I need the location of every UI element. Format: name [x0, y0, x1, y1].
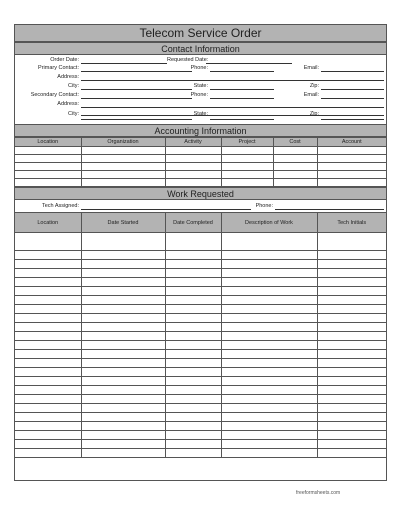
work-cell-tech-initials[interactable]	[317, 395, 386, 404]
secondary-address-field[interactable]	[81, 107, 384, 108]
work-cell-description-of-work[interactable]	[221, 341, 317, 350]
work-cell-date-completed[interactable]	[165, 233, 221, 251]
work-cell-description-of-work[interactable]	[221, 260, 317, 269]
work-cell-location[interactable]	[15, 422, 81, 431]
work-cell-date-started[interactable]	[81, 440, 165, 449]
work-cell-date-started[interactable]	[81, 233, 165, 251]
work-cell-date-started[interactable]	[81, 332, 165, 341]
work-cell-location[interactable]	[15, 386, 81, 395]
secondary-city-field[interactable]	[81, 119, 192, 120]
work-cell-date-completed[interactable]	[165, 251, 221, 260]
work-cell-tech-initials[interactable]	[317, 251, 386, 260]
work-cell-date-started[interactable]	[81, 368, 165, 377]
work-cell-description-of-work[interactable]	[221, 269, 317, 278]
work-row	[15, 422, 386, 431]
accounting-cell-activity[interactable]	[165, 147, 221, 155]
work-cell-tech-initials[interactable]	[317, 314, 386, 323]
accounting-cell-location[interactable]	[15, 179, 81, 187]
work-cell-location[interactable]	[15, 395, 81, 404]
order-date-field[interactable]	[81, 63, 167, 64]
accounting-cell-cost[interactable]	[273, 179, 317, 187]
work-cell-description-of-work[interactable]	[221, 404, 317, 413]
work-cell-tech-initials[interactable]	[317, 296, 386, 305]
work-cell-date-completed[interactable]	[165, 323, 221, 332]
work-col-location: Location	[15, 213, 81, 233]
work-cell-tech-initials[interactable]	[317, 413, 386, 422]
work-cell-date-started[interactable]	[81, 314, 165, 323]
work-cell-tech-initials[interactable]	[317, 278, 386, 287]
work-cell-location[interactable]	[15, 368, 81, 377]
requested-date-label: Requested Date:	[167, 57, 209, 63]
work-cell-date-started[interactable]	[81, 278, 165, 287]
accounting-table	[15, 137, 386, 187]
primary-email-field[interactable]	[321, 71, 384, 72]
accounting-cell-account[interactable]	[317, 155, 386, 163]
work-cell-date-completed[interactable]	[165, 413, 221, 422]
work-row	[15, 395, 386, 404]
accounting-col-cost: Cost	[273, 138, 317, 147]
accounting-cell-organization[interactable]	[81, 155, 165, 163]
work-cell-location[interactable]	[15, 404, 81, 413]
accounting-row	[15, 155, 386, 163]
work-cell-date-started[interactable]	[81, 251, 165, 260]
work-cell-location[interactable]	[15, 350, 81, 359]
tech-phone-field[interactable]	[275, 209, 384, 210]
work-cell-tech-initials[interactable]	[317, 440, 386, 449]
work-cell-tech-initials[interactable]	[317, 377, 386, 386]
work-cell-description-of-work[interactable]	[221, 386, 317, 395]
work-cell-date-completed[interactable]	[165, 368, 221, 377]
work-cell-date-started[interactable]	[81, 449, 165, 458]
secondary-address-label: Address:	[57, 101, 79, 107]
work-cell-tech-initials[interactable]	[317, 269, 386, 278]
work-cell-date-started[interactable]	[81, 287, 165, 296]
work-cell-location[interactable]	[15, 440, 81, 449]
work-cell-date-started[interactable]	[81, 386, 165, 395]
accounting-cell-organization[interactable]	[81, 171, 165, 179]
work-cell-description-of-work[interactable]	[221, 332, 317, 341]
primary-address-field[interactable]	[81, 80, 384, 81]
accounting-col-organization: Organization	[81, 138, 165, 147]
work-row	[15, 305, 386, 314]
work-cell-location[interactable]	[15, 251, 81, 260]
work-cell-date-completed[interactable]	[165, 377, 221, 386]
primary-state-label: State:	[193, 83, 208, 89]
accounting-cell-activity[interactable]	[165, 155, 221, 163]
work-cell-location[interactable]	[15, 287, 81, 296]
accounting-cell-account[interactable]	[317, 163, 386, 171]
work-cell-date-completed[interactable]	[165, 449, 221, 458]
secondary-zip-label: Zip:	[309, 111, 319, 117]
order-date-label: Order Date:	[50, 57, 79, 63]
work-row	[15, 296, 386, 305]
primary-email-label: Email:	[303, 65, 319, 71]
work-cell-description-of-work[interactable]	[221, 296, 317, 305]
work-col-date-started: Date Started	[81, 213, 165, 233]
secondary-state-label: State:	[193, 111, 208, 117]
work-cell-date-completed[interactable]	[165, 440, 221, 449]
accounting-cell-location[interactable]	[15, 147, 81, 155]
secondary-zip-field[interactable]	[321, 119, 384, 120]
work-cell-location[interactable]	[15, 431, 81, 440]
work-cell-description-of-work[interactable]	[221, 431, 317, 440]
work-cell-location[interactable]	[15, 233, 81, 251]
work-cell-date-completed[interactable]	[165, 395, 221, 404]
footer-brand: freeformsheets.com	[296, 490, 341, 496]
primary-address-label: Address:	[57, 74, 79, 80]
work-cell-tech-initials[interactable]	[317, 332, 386, 341]
accounting-row	[15, 171, 386, 179]
tech-assigned-label: Tech Assigned:	[42, 203, 79, 209]
work-cell-description-of-work[interactable]	[221, 350, 317, 359]
work-cell-location[interactable]	[15, 449, 81, 458]
work-cell-description-of-work[interactable]	[221, 413, 317, 422]
work-cell-date-completed[interactable]	[165, 314, 221, 323]
work-cell-date-completed[interactable]	[165, 305, 221, 314]
accounting-cell-cost[interactable]	[273, 155, 317, 163]
accounting-cell-activity[interactable]	[165, 179, 221, 187]
work-row	[15, 377, 386, 386]
accounting-cell-organization[interactable]	[81, 147, 165, 155]
accounting-row	[15, 163, 386, 171]
accounting-cell-account[interactable]	[317, 171, 386, 179]
work-row	[15, 350, 386, 359]
work-cell-location[interactable]	[15, 278, 81, 287]
work-cell-date-started[interactable]	[81, 395, 165, 404]
secondary-contact-label: Secondary Contact:	[30, 92, 79, 98]
work-table	[15, 212, 386, 458]
secondary-email-label: Email:	[303, 92, 319, 98]
secondary-contact-field[interactable]	[81, 98, 192, 99]
work-cell-date-completed[interactable]	[165, 341, 221, 350]
accounting-cell-account[interactable]	[317, 179, 386, 187]
section-header-work: Work Requested	[15, 187, 386, 200]
work-cell-tech-initials[interactable]	[317, 323, 386, 332]
accounting-cell-cost[interactable]	[273, 163, 317, 171]
primary-phone-field[interactable]	[210, 71, 274, 72]
work-row	[15, 386, 386, 395]
work-cell-date-completed[interactable]	[165, 260, 221, 269]
work-row	[15, 269, 386, 278]
work-cell-date-completed[interactable]	[165, 386, 221, 395]
work-cell-date-started[interactable]	[81, 350, 165, 359]
work-cell-description-of-work[interactable]	[221, 323, 317, 332]
work-cell-date-started[interactable]	[81, 269, 165, 278]
work-cell-location[interactable]	[15, 296, 81, 305]
work-cell-tech-initials[interactable]	[317, 287, 386, 296]
secondary-phone-field[interactable]	[210, 98, 274, 99]
work-cell-description-of-work[interactable]	[221, 449, 317, 458]
work-col-description-of-work: Description of Work	[221, 213, 317, 233]
secondary-address-field-2[interactable]	[81, 115, 384, 116]
work-cell-date-started[interactable]	[81, 404, 165, 413]
form-title: Telecom Service Order	[15, 25, 386, 42]
primary-state-field[interactable]	[210, 89, 274, 90]
work-cell-date-started[interactable]	[81, 422, 165, 431]
work-cell-date-started[interactable]	[81, 323, 165, 332]
work-cell-date-started[interactable]	[81, 260, 165, 269]
accounting-cell-organization[interactable]	[81, 163, 165, 171]
work-row	[15, 431, 386, 440]
work-cell-description-of-work[interactable]	[221, 251, 317, 260]
work-cell-date-started[interactable]	[81, 431, 165, 440]
section-header-contact: Contact Information	[15, 42, 386, 55]
work-cell-tech-initials[interactable]	[317, 422, 386, 431]
primary-zip-field[interactable]	[321, 89, 384, 90]
work-cell-location[interactable]	[15, 323, 81, 332]
work-row	[15, 341, 386, 350]
work-cell-date-completed[interactable]	[165, 422, 221, 431]
accounting-cell-location[interactable]	[15, 155, 81, 163]
work-cell-date-completed[interactable]	[165, 278, 221, 287]
work-cell-tech-initials[interactable]	[317, 260, 386, 269]
work-cell-tech-initials[interactable]	[317, 341, 386, 350]
accounting-col-account: Account	[317, 138, 386, 147]
work-row	[15, 278, 386, 287]
work-cell-date-completed[interactable]	[165, 359, 221, 368]
work-row	[15, 260, 386, 269]
work-col-tech-initials: Tech Initials	[317, 213, 386, 233]
work-col-date-completed: Date Completed	[165, 213, 221, 233]
secondary-city-label: City:	[68, 111, 79, 117]
work-cell-tech-initials[interactable]	[317, 404, 386, 413]
work-cell-date-started[interactable]	[81, 359, 165, 368]
contact-section	[15, 55, 386, 124]
work-cell-date-started[interactable]	[81, 377, 165, 386]
work-cell-date-completed[interactable]	[165, 296, 221, 305]
work-cell-date-completed[interactable]	[165, 269, 221, 278]
work-cell-tech-initials[interactable]	[317, 233, 386, 251]
work-row	[15, 314, 386, 323]
work-cell-location[interactable]	[15, 314, 81, 323]
tech-assigned-field[interactable]	[81, 209, 251, 210]
work-row	[15, 368, 386, 377]
work-cell-date-completed[interactable]	[165, 332, 221, 341]
work-cell-location[interactable]	[15, 260, 81, 269]
accounting-col-activity: Activity	[165, 138, 221, 147]
work-cell-description-of-work[interactable]	[221, 359, 317, 368]
work-row	[15, 287, 386, 296]
work-cell-description-of-work[interactable]	[221, 278, 317, 287]
primary-contact-field[interactable]	[81, 71, 192, 72]
work-row	[15, 413, 386, 422]
work-cell-date-started[interactable]	[81, 413, 165, 422]
secondary-state-field[interactable]	[210, 119, 274, 120]
work-row	[15, 233, 386, 251]
accounting-row	[15, 179, 386, 187]
work-cell-date-started[interactable]	[81, 296, 165, 305]
primary-zip-label: Zip:	[309, 83, 319, 89]
work-cell-location[interactable]	[15, 305, 81, 314]
work-cell-tech-initials[interactable]	[317, 431, 386, 440]
accounting-cell-organization[interactable]	[81, 179, 165, 187]
work-row	[15, 332, 386, 341]
work-cell-date-started[interactable]	[81, 341, 165, 350]
requested-date-field[interactable]	[206, 63, 292, 64]
work-cell-description-of-work[interactable]	[221, 233, 317, 251]
work-cell-description-of-work[interactable]	[221, 440, 317, 449]
tech-phone-label: Phone:	[255, 203, 273, 209]
work-cell-date-completed[interactable]	[165, 350, 221, 359]
work-row	[15, 449, 386, 458]
work-cell-description-of-work[interactable]	[221, 377, 317, 386]
work-row	[15, 323, 386, 332]
work-cell-tech-initials[interactable]	[317, 359, 386, 368]
accounting-col-project: Project	[221, 138, 273, 147]
work-row	[15, 404, 386, 413]
work-cell-description-of-work[interactable]	[221, 314, 317, 323]
work-cell-tech-initials[interactable]	[317, 386, 386, 395]
primary-city-label: City:	[68, 83, 79, 89]
accounting-cell-activity[interactable]	[165, 171, 221, 179]
accounting-cell-project[interactable]	[221, 147, 273, 155]
work-cell-location[interactable]	[15, 332, 81, 341]
work-row	[15, 359, 386, 368]
accounting-cell-project[interactable]	[221, 171, 273, 179]
work-cell-description-of-work[interactable]	[221, 422, 317, 431]
accounting-cell-account[interactable]	[317, 147, 386, 155]
work-cell-tech-initials[interactable]	[317, 350, 386, 359]
accounting-cell-project[interactable]	[221, 179, 273, 187]
primary-phone-label: Phone:	[190, 65, 208, 71]
work-cell-description-of-work[interactable]	[221, 305, 317, 314]
work-cell-location[interactable]	[15, 413, 81, 422]
tech-assigned-row	[15, 200, 386, 212]
accounting-cell-project[interactable]	[221, 163, 273, 171]
accounting-cell-location[interactable]	[15, 163, 81, 171]
work-cell-location[interactable]	[15, 341, 81, 350]
primary-city-field[interactable]	[81, 89, 192, 90]
work-cell-tech-initials[interactable]	[317, 305, 386, 314]
secondary-email-field[interactable]	[321, 98, 384, 99]
accounting-cell-location[interactable]	[15, 171, 81, 179]
work-cell-location[interactable]	[15, 359, 81, 368]
accounting-cell-cost[interactable]	[273, 147, 317, 155]
work-cell-tech-initials[interactable]	[317, 449, 386, 458]
work-cell-description-of-work[interactable]	[221, 287, 317, 296]
section-header-accounting: Accounting Information	[15, 124, 386, 137]
accounting-col-location: Location	[15, 138, 81, 147]
accounting-cell-activity[interactable]	[165, 163, 221, 171]
work-cell-description-of-work[interactable]	[221, 368, 317, 377]
secondary-phone-label: Phone:	[190, 92, 208, 98]
form-frame	[14, 24, 387, 481]
work-cell-tech-initials[interactable]	[317, 368, 386, 377]
accounting-cell-cost[interactable]	[273, 171, 317, 179]
work-cell-location[interactable]	[15, 269, 81, 278]
work-cell-location[interactable]	[15, 377, 81, 386]
work-cell-date-started[interactable]	[81, 305, 165, 314]
work-cell-date-completed[interactable]	[165, 431, 221, 440]
accounting-cell-project[interactable]	[221, 155, 273, 163]
work-cell-description-of-work[interactable]	[221, 395, 317, 404]
work-cell-date-completed[interactable]	[165, 287, 221, 296]
primary-contact-label: Primary Contact:	[38, 65, 79, 71]
work-row	[15, 440, 386, 449]
accounting-row	[15, 147, 386, 155]
work-row	[15, 251, 386, 260]
work-cell-date-completed[interactable]	[165, 404, 221, 413]
